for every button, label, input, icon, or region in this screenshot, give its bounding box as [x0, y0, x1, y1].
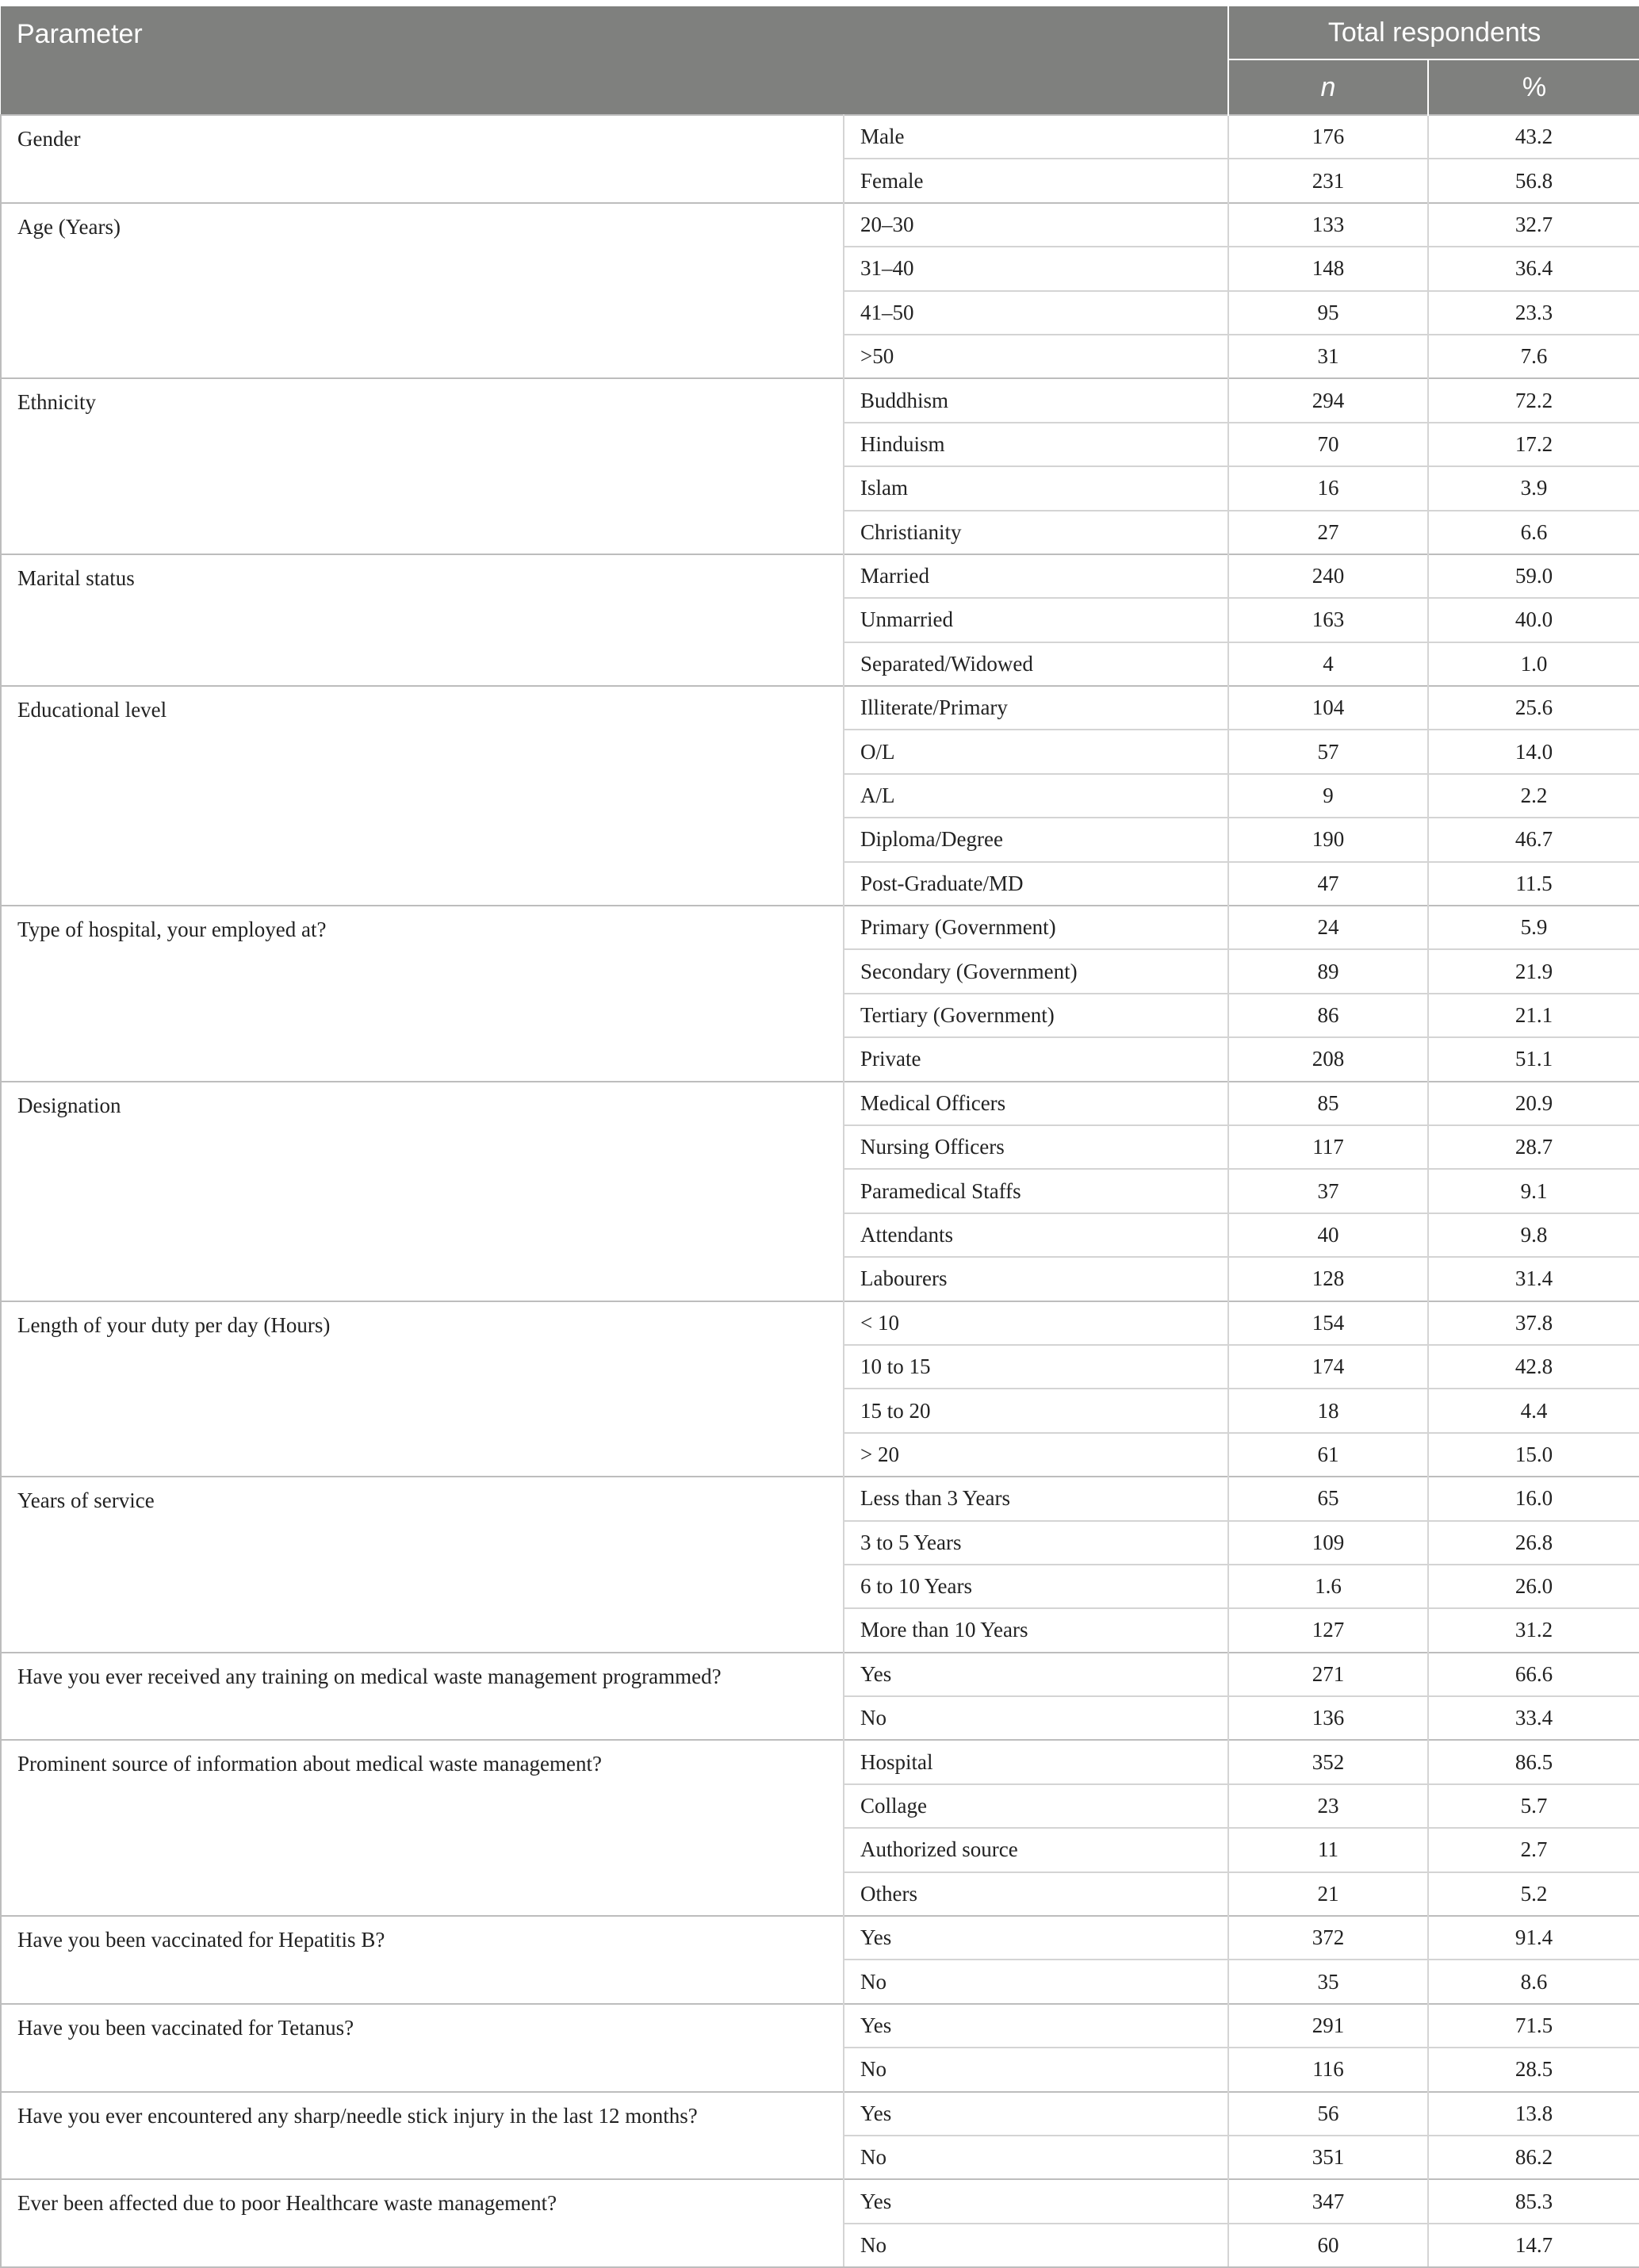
count-cell: 128 [1228, 1257, 1428, 1301]
category-cell: O/L [844, 730, 1228, 773]
category-cell: 15 to 20 [844, 1389, 1228, 1432]
category-cell: Male [844, 115, 1228, 159]
count-cell: 104 [1228, 686, 1428, 730]
category-cell: Hinduism [844, 423, 1228, 466]
count-cell: 9 [1228, 774, 1428, 818]
count-cell: 176 [1228, 115, 1428, 159]
count-cell: 208 [1228, 1037, 1428, 1081]
count-cell: 116 [1228, 2048, 1428, 2091]
parameter-cell: Designation [1, 1082, 844, 1301]
count-cell: 95 [1228, 291, 1428, 335]
count-cell: 109 [1228, 1521, 1428, 1565]
parameter-cell: Have you ever received any training on medical waste management programmed? [1, 1653, 844, 1741]
percent-cell: 11.5 [1428, 862, 1639, 906]
category-cell: 31–40 [844, 247, 1228, 290]
header-percent: % [1428, 59, 1639, 115]
parameter-cell: Years of service [1, 1477, 844, 1653]
category-cell: Authorized source [844, 1828, 1228, 1871]
count-cell: 35 [1228, 1960, 1428, 2003]
parameter-cell: Ever been affected due to poor Healthcare waste management? [1, 2179, 844, 2267]
table-row [1, 1916, 1639, 1960]
percent-cell: 5.9 [1428, 906, 1639, 949]
category-cell: Attendants [844, 1213, 1228, 1257]
category-cell: Private [844, 1037, 1228, 1081]
category-cell: 20–30 [844, 203, 1228, 247]
count-cell: 352 [1228, 1740, 1428, 1783]
percent-cell: 21.9 [1428, 949, 1639, 993]
percent-cell: 14.0 [1428, 730, 1639, 773]
category-cell: 6 to 10 Years [844, 1565, 1228, 1608]
table-row [1, 686, 1639, 730]
percent-cell: 85.3 [1428, 2179, 1639, 2223]
percent-cell: 37.8 [1428, 1301, 1639, 1345]
percent-cell: 71.5 [1428, 2004, 1639, 2048]
category-cell: 10 to 15 [844, 1345, 1228, 1389]
parameter-cell: Prominent source of information about medical waste management? [1, 1740, 844, 1916]
category-cell: Post-Graduate/MD [844, 862, 1228, 906]
count-cell: 231 [1228, 159, 1428, 202]
percent-cell: 91.4 [1428, 1916, 1639, 1960]
percent-cell: 36.4 [1428, 247, 1639, 290]
count-cell: 85 [1228, 1082, 1428, 1125]
count-cell: 27 [1228, 511, 1428, 554]
count-cell: 347 [1228, 2179, 1428, 2223]
percent-cell: 72.2 [1428, 378, 1639, 422]
count-cell: 1.6 [1228, 1565, 1428, 1608]
category-cell: Illiterate/Primary [844, 686, 1228, 730]
count-cell: 23 [1228, 1784, 1428, 1828]
percent-cell: 9.1 [1428, 1169, 1639, 1213]
parameter-cell: Gender [1, 115, 844, 203]
count-cell: 372 [1228, 1916, 1428, 1960]
header-parameter: Parameter [1, 6, 1228, 115]
table-row [1, 1477, 1639, 1520]
percent-cell: 26.8 [1428, 1521, 1639, 1565]
category-cell: No [844, 1696, 1228, 1740]
percent-cell: 40.0 [1428, 598, 1639, 642]
count-cell: 47 [1228, 862, 1428, 906]
percent-cell: 5.7 [1428, 1784, 1639, 1828]
count-cell: 294 [1228, 378, 1428, 422]
count-cell: 31 [1228, 335, 1428, 378]
table-row [1, 1653, 1639, 1696]
table-body [1, 115, 1639, 2267]
percent-cell: 43.2 [1428, 115, 1639, 159]
percent-cell: 28.7 [1428, 1125, 1639, 1169]
parameter-cell: Have you been vaccinated for Hepatitis B? [1, 1916, 844, 2004]
parameter-cell: Educational level [1, 686, 844, 906]
percent-cell: 51.1 [1428, 1037, 1639, 1081]
category-cell: No [844, 2224, 1228, 2267]
category-cell: Yes [844, 2092, 1228, 2136]
category-cell: Nursing Officers [844, 1125, 1228, 1169]
percent-cell: 7.6 [1428, 335, 1639, 378]
count-cell: 18 [1228, 1389, 1428, 1432]
category-cell: More than 10 Years [844, 1608, 1228, 1652]
parameter-cell: Length of your duty per day (Hours) [1, 1301, 844, 1477]
category-cell: < 10 [844, 1301, 1228, 1345]
percent-cell: 42.8 [1428, 1345, 1639, 1389]
category-cell: No [844, 2048, 1228, 2091]
table-row [1, 203, 1639, 247]
count-cell: 11 [1228, 1828, 1428, 1871]
percent-cell: 32.7 [1428, 203, 1639, 247]
category-cell: Yes [844, 2004, 1228, 2048]
category-cell: Islam [844, 466, 1228, 510]
percent-cell: 26.0 [1428, 1565, 1639, 1608]
percent-cell: 15.0 [1428, 1433, 1639, 1477]
count-cell: 148 [1228, 247, 1428, 290]
percent-cell: 66.6 [1428, 1653, 1639, 1696]
table-row [1, 554, 1639, 598]
category-cell: Female [844, 159, 1228, 202]
category-cell: Yes [844, 1916, 1228, 1960]
table-row [1, 2004, 1639, 2048]
category-cell: No [844, 2136, 1228, 2179]
category-cell: Yes [844, 1653, 1228, 1696]
count-cell: 117 [1228, 1125, 1428, 1169]
category-cell: Others [844, 1872, 1228, 1916]
percent-cell: 21.1 [1428, 994, 1639, 1037]
category-cell: Diploma/Degree [844, 818, 1228, 861]
category-cell: Unmarried [844, 598, 1228, 642]
count-cell: 89 [1228, 949, 1428, 993]
table-row [1, 1740, 1639, 1783]
percent-cell: 33.4 [1428, 1696, 1639, 1740]
percent-cell: 13.8 [1428, 2092, 1639, 2136]
count-cell: 56 [1228, 2092, 1428, 2136]
table-row [1, 378, 1639, 422]
category-cell: Primary (Government) [844, 906, 1228, 949]
parameter-cell: Have you been vaccinated for Tetanus? [1, 2004, 844, 2092]
count-cell: 61 [1228, 1433, 1428, 1477]
table-row [1, 906, 1639, 949]
percent-cell: 59.0 [1428, 554, 1639, 598]
count-cell: 4 [1228, 642, 1428, 686]
table-header [1, 6, 1639, 115]
count-cell: 240 [1228, 554, 1428, 598]
percent-cell: 28.5 [1428, 2048, 1639, 2091]
percent-cell: 4.4 [1428, 1389, 1639, 1432]
category-cell: Yes [844, 2179, 1228, 2223]
parameter-cell: Age (Years) [1, 203, 844, 379]
count-cell: 16 [1228, 466, 1428, 510]
table-row [1, 115, 1639, 159]
count-cell: 190 [1228, 818, 1428, 861]
parameter-cell: Type of hospital, your employed at? [1, 906, 844, 1082]
table-row [1, 2179, 1639, 2223]
category-cell: 3 to 5 Years [844, 1521, 1228, 1565]
category-cell: Labourers [844, 1257, 1228, 1301]
percent-cell: 16.0 [1428, 1477, 1639, 1520]
parameter-cell: Ethnicity [1, 378, 844, 554]
category-cell: Collage [844, 1784, 1228, 1828]
percent-cell: 25.6 [1428, 686, 1639, 730]
percent-cell: 3.9 [1428, 466, 1639, 510]
category-cell: Married [844, 554, 1228, 598]
count-cell: 351 [1228, 2136, 1428, 2179]
count-cell: 21 [1228, 1872, 1428, 1916]
category-cell: No [844, 1960, 1228, 2003]
percent-cell: 5.2 [1428, 1872, 1639, 1916]
count-cell: 133 [1228, 203, 1428, 247]
category-cell: Hospital [844, 1740, 1228, 1783]
percent-cell: 17.2 [1428, 423, 1639, 466]
parameter-cell: Marital status [1, 554, 844, 686]
table-row [1, 1082, 1639, 1125]
percent-cell: 31.4 [1428, 1257, 1639, 1301]
count-cell: 65 [1228, 1477, 1428, 1520]
percent-cell: 20.9 [1428, 1082, 1639, 1125]
percent-cell: 31.2 [1428, 1608, 1639, 1652]
percent-cell: 1.0 [1428, 642, 1639, 686]
percent-cell: 86.5 [1428, 1740, 1639, 1783]
category-cell: Tertiary (Government) [844, 994, 1228, 1037]
percent-cell: 2.7 [1428, 1828, 1639, 1871]
header-n: n [1228, 59, 1428, 115]
category-cell: > 20 [844, 1433, 1228, 1477]
table-row [1, 1301, 1639, 1345]
percent-cell: 86.2 [1428, 2136, 1639, 2179]
count-cell: 37 [1228, 1169, 1428, 1213]
count-cell: 174 [1228, 1345, 1428, 1389]
percent-cell: 23.3 [1428, 291, 1639, 335]
category-cell: Buddhism [844, 378, 1228, 422]
percent-cell: 8.6 [1428, 1960, 1639, 2003]
category-cell: A/L [844, 774, 1228, 818]
category-cell: Medical Officers [844, 1082, 1228, 1125]
count-cell: 291 [1228, 2004, 1428, 2048]
category-cell: Secondary (Government) [844, 949, 1228, 993]
category-cell: Less than 3 Years [844, 1477, 1228, 1520]
percent-cell: 56.8 [1428, 159, 1639, 202]
count-cell: 154 [1228, 1301, 1428, 1345]
category-cell: Separated/Widowed [844, 642, 1228, 686]
percent-cell: 2.2 [1428, 774, 1639, 818]
count-cell: 163 [1228, 598, 1428, 642]
respondent-characteristics-table [0, 6, 1639, 2268]
category-cell: Paramedical Staffs [844, 1169, 1228, 1213]
count-cell: 127 [1228, 1608, 1428, 1652]
count-cell: 271 [1228, 1653, 1428, 1696]
percent-cell: 46.7 [1428, 818, 1639, 861]
count-cell: 136 [1228, 1696, 1428, 1740]
header-total-respondents: Total respondents [1228, 6, 1639, 59]
count-cell: 57 [1228, 730, 1428, 773]
count-cell: 40 [1228, 1213, 1428, 1257]
category-cell: >50 [844, 335, 1228, 378]
percent-cell: 14.7 [1428, 2224, 1639, 2267]
percent-cell: 6.6 [1428, 511, 1639, 554]
category-cell: 41–50 [844, 291, 1228, 335]
count-cell: 60 [1228, 2224, 1428, 2267]
count-cell: 86 [1228, 994, 1428, 1037]
count-cell: 70 [1228, 423, 1428, 466]
category-cell: Christianity [844, 511, 1228, 554]
percent-cell: 9.8 [1428, 1213, 1639, 1257]
count-cell: 24 [1228, 906, 1428, 949]
parameter-cell: Have you ever encountered any sharp/needle stick injury in the last 12 months? [1, 2092, 844, 2180]
table-row [1, 2092, 1639, 2136]
